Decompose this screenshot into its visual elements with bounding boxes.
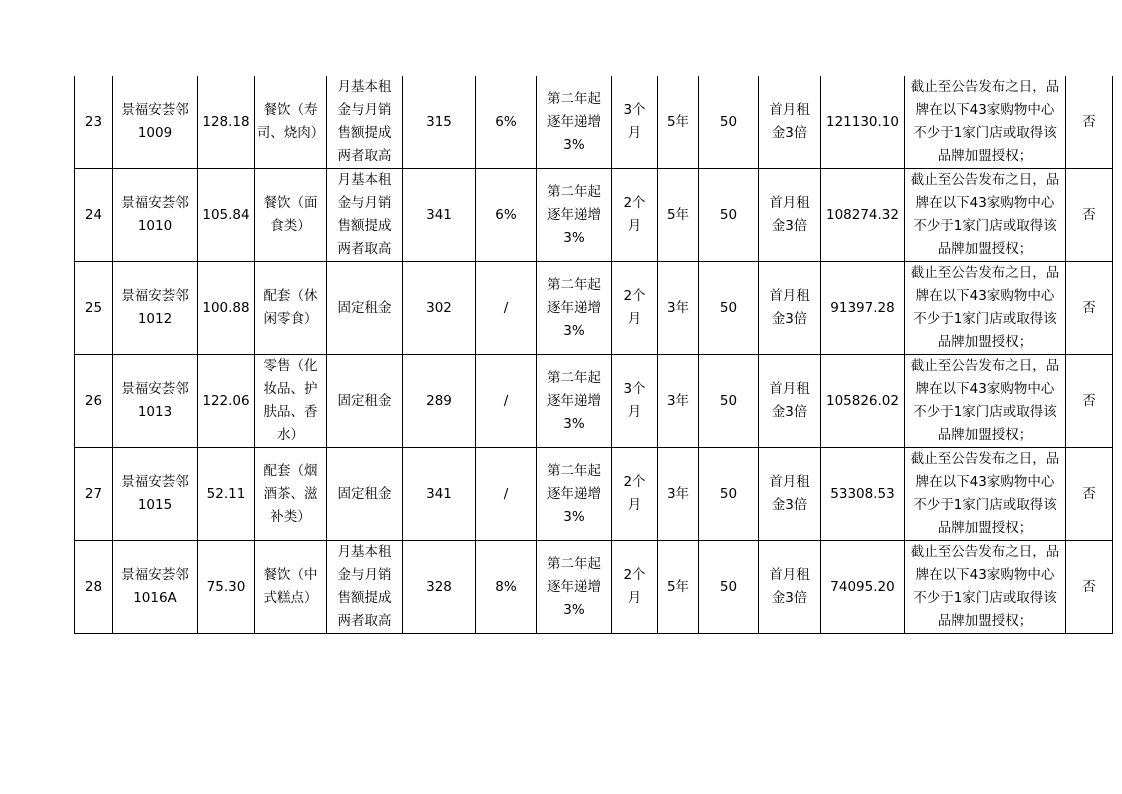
business-category-cell: 餐饮（中 式糕点） (255, 541, 327, 634)
shop-number-cell: 景福安荟邻 1012 (113, 262, 198, 355)
row-number-cell: 24 (75, 169, 113, 262)
rent-type-cell: 月基本租 金与月销 售额提成 两者取高 (327, 169, 403, 262)
value-50-cell: 50 (699, 169, 759, 262)
commission-rate-cell: 6% (476, 76, 537, 169)
lease-term-cell: 5年 (658, 76, 699, 169)
commission-rate-cell: 8% (476, 541, 537, 634)
table-row (75, 448, 1113, 541)
last-column-cell: 否 (1066, 76, 1113, 169)
deposit-cell: 首月租 金3倍 (759, 76, 821, 169)
rent-increase-cell: 第二年起 逐年递增 3% (537, 262, 612, 355)
area-cell: 128.18 (198, 76, 255, 169)
lease-term-cell: 3年 (658, 448, 699, 541)
rent-type-cell: 月基本租 金与月销 售额提成 两者取高 (327, 541, 403, 634)
table-row (75, 355, 1113, 448)
lease-term-cell: 3年 (658, 262, 699, 355)
row-number-cell: 23 (75, 76, 113, 169)
commission-rate-cell: / (476, 448, 537, 541)
area-cell: 122.06 (198, 355, 255, 448)
row-number-cell: 27 (75, 448, 113, 541)
lease-term-cell: 3年 (658, 355, 699, 448)
brand-requirement-cell: 截止至公告发布之日，品 牌在以下43家购物中心 不少于1家门店或取得该 品牌加盟授权； (905, 76, 1066, 169)
base-rent-cell: 302 (403, 262, 476, 355)
rent-free-period-cell: 3个 月 (612, 76, 658, 169)
deposit-cell: 首月租 金3倍 (759, 448, 821, 541)
last-column-cell: 否 (1066, 169, 1113, 262)
business-category-cell: 餐饮（面 食类） (255, 169, 327, 262)
total-amount-cell: 105826.02 (821, 355, 905, 448)
deposit-cell: 首月租 金3倍 (759, 355, 821, 448)
rent-free-period-cell: 2个 月 (612, 169, 658, 262)
table-row (75, 541, 1113, 634)
deposit-cell: 首月租 金3倍 (759, 169, 821, 262)
rent-increase-cell: 第二年起 逐年递增 3% (537, 448, 612, 541)
rent-type-cell: 固定租金 (327, 448, 403, 541)
total-amount-cell: 53308.53 (821, 448, 905, 541)
shop-number-cell: 景福安荟邻 1015 (113, 448, 198, 541)
rent-increase-cell: 第二年起 逐年递增 3% (537, 169, 612, 262)
base-rent-cell: 328 (403, 541, 476, 634)
total-amount-cell: 121130.10 (821, 76, 905, 169)
table-row (75, 262, 1113, 355)
last-column-cell: 否 (1066, 541, 1113, 634)
business-category-cell: 零售（化 妆品、护 肤品、香 水） (255, 355, 327, 448)
rent-free-period-cell: 2个 月 (612, 262, 658, 355)
deposit-cell: 首月租 金3倍 (759, 262, 821, 355)
brand-requirement-cell: 截止至公告发布之日，品 牌在以下43家购物中心 不少于1家门店或取得该 品牌加盟授权； (905, 448, 1066, 541)
rent-increase-cell: 第二年起 逐年递增 3% (537, 76, 612, 169)
shop-number-cell: 景福安荟邻 1013 (113, 355, 198, 448)
area-cell: 52.11 (198, 448, 255, 541)
total-amount-cell: 91397.28 (821, 262, 905, 355)
lease-term-cell: 5年 (658, 169, 699, 262)
rent-increase-cell: 第二年起 逐年递增 3% (537, 355, 612, 448)
shop-number-cell: 景福安荟邻 1010 (113, 169, 198, 262)
total-amount-cell: 108274.32 (821, 169, 905, 262)
business-category-cell: 餐饮（寿 司、烧肉） (255, 76, 327, 169)
row-number-cell: 28 (75, 541, 113, 634)
rent-type-cell: 月基本租 金与月销 售额提成 两者取高 (327, 76, 403, 169)
brand-requirement-cell: 截止至公告发布之日，品 牌在以下43家购物中心 不少于1家门店或取得该 品牌加盟授权； (905, 355, 1066, 448)
value-50-cell: 50 (699, 262, 759, 355)
business-category-cell: 配套（休 闲零食） (255, 262, 327, 355)
row-number-cell: 25 (75, 262, 113, 355)
business-category-cell: 配套（烟 酒茶、滋 补类） (255, 448, 327, 541)
brand-requirement-cell: 截止至公告发布之日，品 牌在以下43家购物中心 不少于1家门店或取得该 品牌加盟授权； (905, 541, 1066, 634)
rent-type-cell: 固定租金 (327, 262, 403, 355)
rent-type-cell: 固定租金 (327, 355, 403, 448)
lease-term-cell: 5年 (658, 541, 699, 634)
table-row (75, 169, 1113, 262)
brand-requirement-cell: 截止至公告发布之日，品 牌在以下43家购物中心 不少于1家门店或取得该 品牌加盟授权； (905, 262, 1066, 355)
commission-rate-cell: / (476, 262, 537, 355)
row-number-cell: 26 (75, 355, 113, 448)
deposit-cell: 首月租 金3倍 (759, 541, 821, 634)
commission-rate-cell: 6% (476, 169, 537, 262)
rent-free-period-cell: 2个 月 (612, 448, 658, 541)
rent-increase-cell: 第二年起 逐年递增 3% (537, 541, 612, 634)
value-50-cell: 50 (699, 448, 759, 541)
base-rent-cell: 289 (403, 355, 476, 448)
lease-table (74, 76, 1113, 634)
shop-number-cell: 景福安荟邻 1016A (113, 541, 198, 634)
brand-requirement-cell: 截止至公告发布之日，品 牌在以下43家购物中心 不少于1家门店或取得该 品牌加盟授权； (905, 169, 1066, 262)
last-column-cell: 否 (1066, 262, 1113, 355)
base-rent-cell: 341 (403, 448, 476, 541)
base-rent-cell: 315 (403, 76, 476, 169)
table-body (75, 76, 1113, 634)
area-cell: 100.88 (198, 262, 255, 355)
value-50-cell: 50 (699, 541, 759, 634)
rent-free-period-cell: 2个 月 (612, 541, 658, 634)
area-cell: 75.30 (198, 541, 255, 634)
last-column-cell: 否 (1066, 448, 1113, 541)
area-cell: 105.84 (198, 169, 255, 262)
rent-free-period-cell: 3个 月 (612, 355, 658, 448)
commission-rate-cell: / (476, 355, 537, 448)
total-amount-cell: 74095.20 (821, 541, 905, 634)
value-50-cell: 50 (699, 76, 759, 169)
table-row (75, 76, 1113, 169)
shop-number-cell: 景福安荟邻 1009 (113, 76, 198, 169)
value-50-cell: 50 (699, 355, 759, 448)
base-rent-cell: 341 (403, 169, 476, 262)
last-column-cell: 否 (1066, 355, 1113, 448)
